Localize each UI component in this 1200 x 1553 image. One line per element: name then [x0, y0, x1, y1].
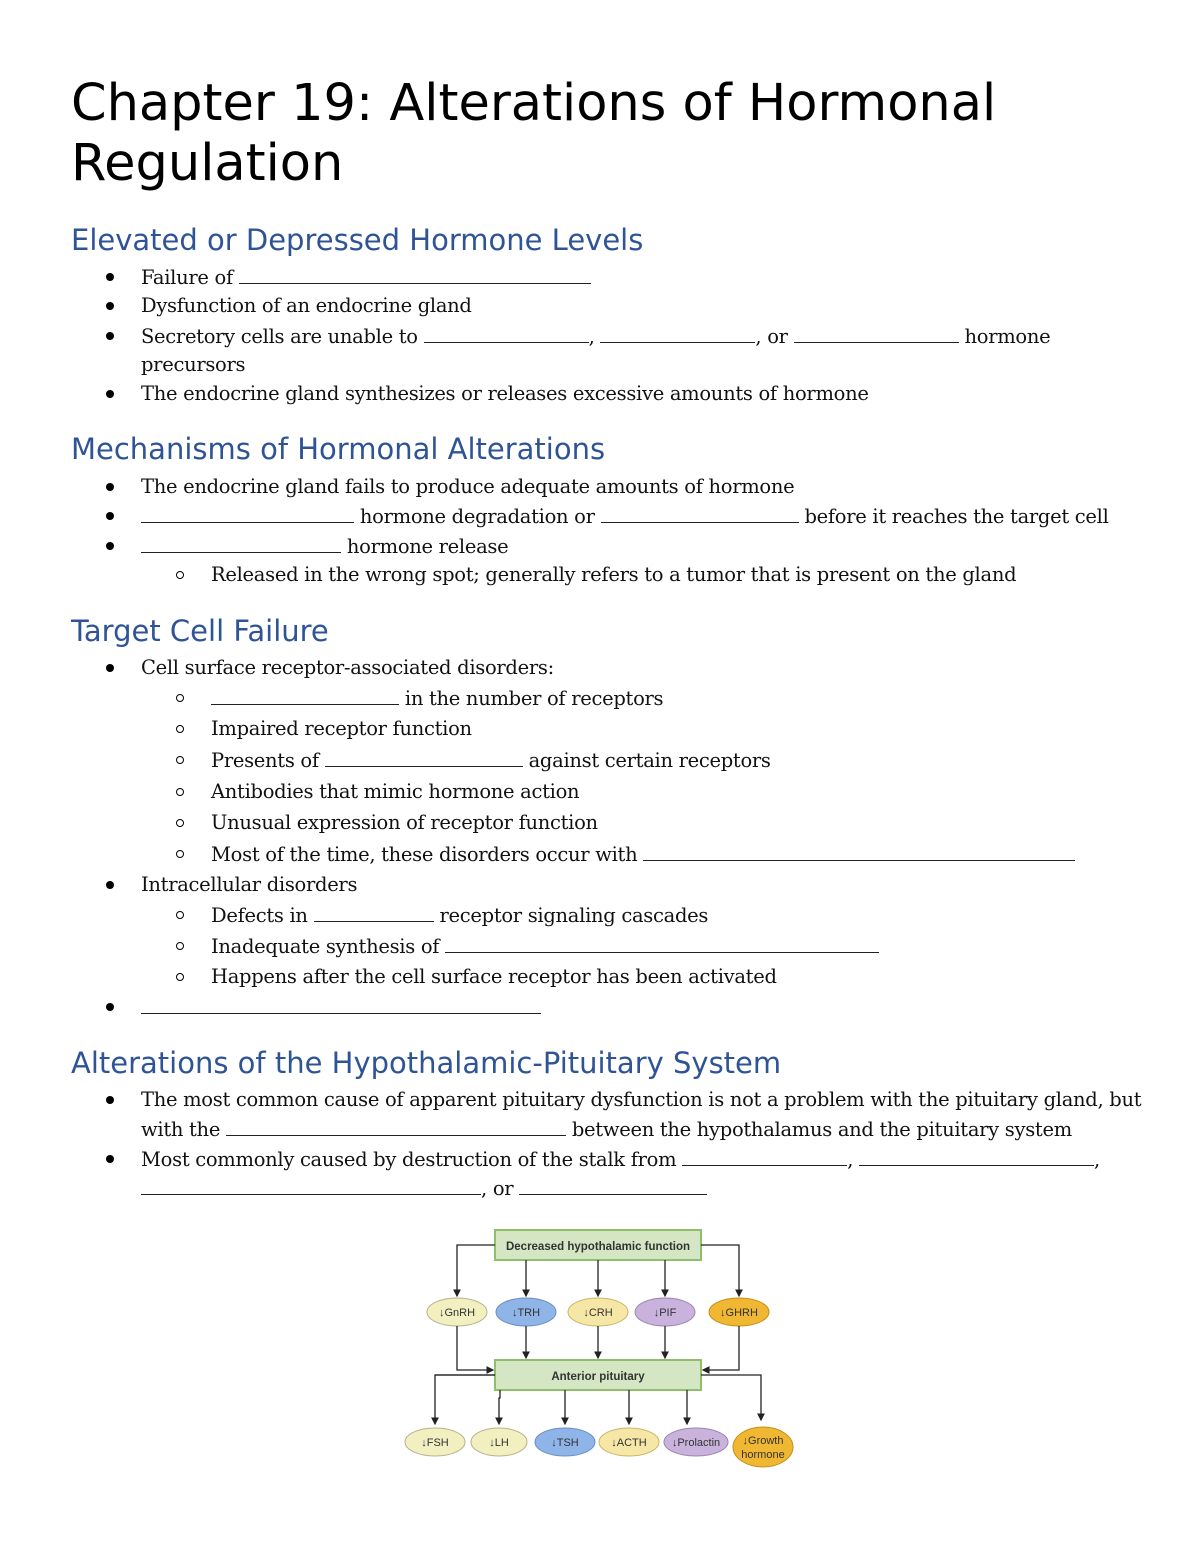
heading-hypothalamic-pituitary: Alterations of the Hypothalamic-Pituitary System	[71, 1046, 782, 1080]
list-item: Dysfunction of an endocrine gland	[141, 294, 472, 317]
fill-in-blank	[600, 324, 755, 343]
list-item-continued: with the between the hypothalamus and the pituitary system	[141, 1118, 1072, 1141]
sub-bullet-icon	[176, 942, 184, 950]
list-item-continued: , or	[141, 1176, 707, 1201]
sub-bullet-icon	[176, 571, 184, 579]
list-item: The endocrine gland fails to produce adequate amounts of hormone	[141, 475, 795, 498]
chapter-title: Chapter 19: Alterations of Hormonal Regulation	[71, 74, 997, 193]
hypothalamic-pituitary-diagram	[395, 1222, 805, 1484]
list-item: hormone degradation or before it reaches the target cell	[141, 504, 1109, 529]
bullet-icon	[106, 332, 114, 340]
sub-bullet-icon	[176, 911, 184, 919]
list-item: The endocrine gland synthesizes or releases excessive amounts of hormone	[141, 382, 869, 405]
sub-bullet-icon	[176, 756, 184, 764]
sub-bullet-icon	[176, 788, 184, 796]
middle-box-label: Anterior pituitary	[551, 1371, 645, 1383]
growth-hormone-oval	[733, 1427, 793, 1467]
list-item: Failure of	[141, 265, 591, 290]
sub-list-item: Most of the time, these disorders occur with	[211, 842, 1075, 867]
prolactin-label: ↓Prolactin	[671, 1437, 721, 1449]
bullet-icon	[106, 512, 114, 520]
fill-in-blank	[859, 1147, 1094, 1166]
sub-list-item: Defects in receptor signaling cascades	[211, 904, 709, 927]
pif-label: ↓PIF	[653, 1307, 677, 1319]
bullet-icon	[106, 483, 114, 491]
sub-list-item: Happens after the cell surface receptor has been activated	[211, 965, 777, 988]
list-item: Secretory cells are unable to , , or hormone	[141, 325, 1051, 348]
list-item	[141, 995, 541, 1020]
list-item: The most common cause of apparent pituitary dysfunction is not a problem with the pituitary gland, but	[141, 1088, 1142, 1111]
fill-in-blank	[519, 1176, 707, 1195]
bullet-icon	[106, 542, 114, 550]
bullet-icon	[106, 302, 114, 310]
growth-hormone-label: ↓Growth	[742, 1435, 784, 1447]
list-item-continued: precursors	[141, 353, 246, 376]
trh-label: ↓TRH	[511, 1307, 541, 1319]
sub-list-item: Unusual expression of receptor function	[211, 811, 598, 834]
fill-in-blank	[682, 1147, 847, 1166]
sub-bullet-icon	[176, 973, 184, 981]
fill-in-blank	[226, 1117, 566, 1136]
bullet-icon	[106, 390, 114, 398]
fill-in-blank	[601, 504, 799, 523]
fill-in-blank	[424, 324, 589, 343]
list-item: Intracellular disorders	[141, 873, 358, 896]
bullet-icon	[106, 1155, 114, 1163]
sub-list-item: Inadequate synthesis of	[211, 934, 879, 959]
ghrh-label: ↓GHRH	[720, 1307, 758, 1319]
fill-in-blank	[141, 995, 541, 1014]
crh-label: ↓CRH	[583, 1307, 613, 1319]
sub-list-item: Released in the wrong spot; generally refers to a tumor that is present on the gland	[211, 563, 1017, 586]
tsh-label: ↓TSH	[551, 1437, 579, 1449]
fill-in-blank	[141, 1176, 481, 1195]
top-box-label: Decreased hypothalamic function	[505, 1241, 691, 1253]
acth-label: ↓ACTH	[611, 1437, 647, 1449]
fill-in-blank	[643, 842, 1075, 861]
fsh-label: ↓FSH	[421, 1437, 449, 1449]
list-item: Cell surface receptor-associated disorders:	[141, 656, 554, 679]
sub-bullet-icon	[176, 694, 184, 702]
fill-in-blank	[141, 534, 341, 553]
list-item: Most commonly caused by destruction of the stalk from , ,	[141, 1148, 1100, 1171]
bullet-icon	[106, 881, 114, 889]
fill-in-blank	[211, 686, 399, 705]
sub-bullet-icon	[176, 725, 184, 733]
fill-in-blank	[325, 748, 523, 767]
sub-list-item: Antibodies that mimic hormone action	[211, 780, 580, 803]
bullet-icon	[106, 1096, 114, 1104]
heading-target-cell-failure: Target Cell Failure	[71, 614, 329, 648]
sub-bullet-icon	[176, 819, 184, 827]
heading-elevated-depressed: Elevated or Depressed Hormone Levels	[71, 223, 644, 257]
lh-label: ↓LH	[489, 1437, 509, 1449]
list-item: hormone release	[141, 534, 508, 559]
heading-mechanisms: Mechanisms of Hormonal Alterations	[71, 432, 606, 466]
bullet-icon	[106, 273, 114, 281]
bullet-icon	[106, 1003, 114, 1011]
sub-bullet-icon	[176, 850, 184, 858]
gnrh-label: ↓GnRH	[438, 1307, 476, 1319]
fill-in-blank	[141, 504, 354, 523]
growth-hormone-label-2: hormone	[741, 1449, 785, 1461]
fill-in-blank	[239, 265, 591, 284]
bullet-icon	[106, 664, 114, 672]
fill-in-blank	[445, 934, 879, 953]
fill-in-blank	[314, 903, 434, 922]
fill-in-blank	[794, 324, 959, 343]
sub-list-item: in the number of receptors	[211, 686, 663, 711]
sub-list-item: Presents of against certain receptors	[211, 749, 771, 772]
sub-list-item: Impaired receptor function	[211, 717, 472, 740]
